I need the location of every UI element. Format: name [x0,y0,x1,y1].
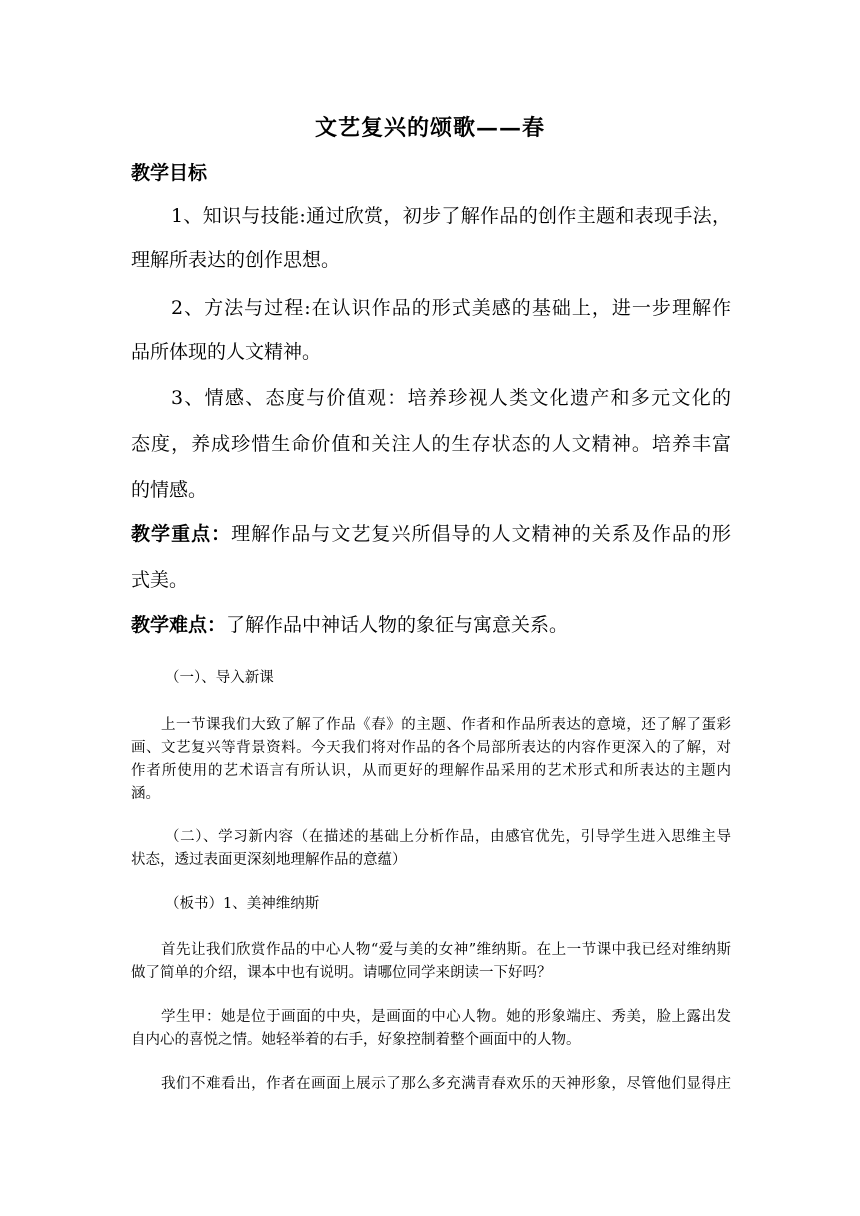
text-line: 作者所使用的艺术语言有所认识，从而更好的理解作品采用的艺术形式和所表达的主题内 [131,763,731,779]
section-1-heading [131,667,731,690]
text-line: 画、文艺复兴等背景资料。今天我们将对作品的各个局部所表达的内容作更深入的了解，对 [131,740,731,756]
document-title: 文艺复兴的颂歌——春 [314,115,545,141]
objective-item-3-cont [131,430,731,458]
text-line: 1、知识与技能:通过欣赏，初步了解作品的创作主题和表现手法， [171,205,731,227]
objective-item-3-end [131,476,731,504]
text-line: （二）、学习新内容（在描述的基础上分析作品，由感官优先，引导学生进入思维主导 [165,829,731,845]
objective-item-3 [131,384,731,412]
text-line: 态度，养成珍惜生命价值和关注人的生存状态的人文精神。培养丰富 [131,433,731,455]
section-2-paragraph-3 [131,1073,731,1096]
section-2-heading [131,826,731,872]
text-line: 涵。 [131,786,160,802]
difficulty-text: 了解作品中神话人物的象征与寓意关系。 [226,614,569,636]
text-line: 首先让我们欣赏作品的中心人物“爱与美的女神”维纳斯。在上一节课中我已经对维纳斯 [161,942,731,958]
text-line: 理解所表达的创作思想。 [131,249,341,271]
board-note [131,893,731,916]
text-line: 学生甲：她是位于画面的中央，是画面的中心人物。她的形象端庄、秀美，脸上露出发 [161,1009,731,1025]
text-line: 上一节课我们大致了解了作品《春》的主题、作者和作品所表达的意境，还了解了蛋彩 [161,717,731,733]
text-line: （一）、导入新课 [165,670,274,686]
key-point [131,520,731,548]
text-line: 3、情感、态度与价值观：培养珍视人类文化遗产和多元文化的 [171,387,731,409]
objectives-heading: 教学目标 [131,162,208,184]
section-1-paragraph [131,714,731,806]
difficulty [131,611,731,639]
text-line: 式美。 [131,569,189,591]
text-line: 状态，透过表面更深刻地理解作品的意蕴） [131,852,407,868]
difficulty-label: 教学难点： [131,614,227,636]
objective-item-1 [131,202,731,230]
objective-item-2-cont [131,338,731,366]
objective-item-1-cont [131,246,731,274]
objective-item-2 [131,294,731,322]
text-line: 我们不难看出，作者在画面上展示了那么多充满青春欢乐的天神形象，尽管他们显得庄 [161,1076,731,1092]
text-line: 2、方法与过程:在认识作品的形式美感的基础上，进一步理解作 [171,297,731,319]
section-2-paragraph-2 [131,1006,731,1052]
key-point-label: 教学重点： [131,523,232,545]
text-line: （板书）1、美神维纳斯 [165,896,320,912]
text-line: 做了简单的介绍，课本中也有说明。请哪位同学来朗读一下好吗？ [131,965,552,981]
section-2-paragraph-1 [131,939,731,985]
key-point-cont [131,566,731,594]
text-line: 的情感。 [131,479,208,501]
text-line: 自内心的喜悦之情。她轻举着的右手，好象控制着整个画面中的人物。 [131,1032,581,1048]
text-line: 品所体现的人文精神。 [131,341,322,363]
key-point-text: 理解作品与文艺复兴所倡导的人文精神的关系及作品的形 [231,523,731,545]
